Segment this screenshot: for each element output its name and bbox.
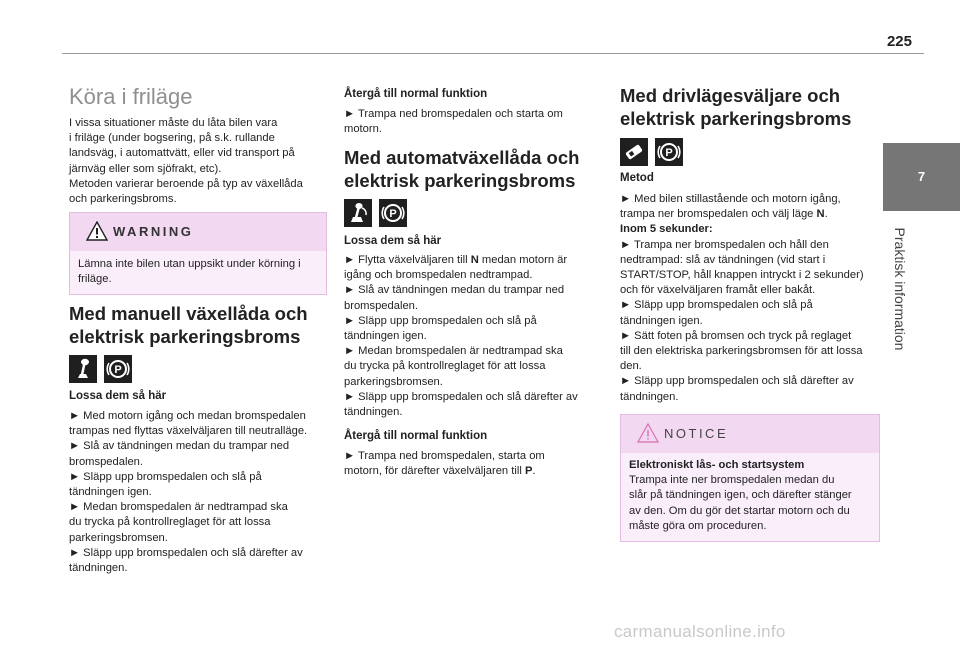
step-line: ► Slå av tändningen medan du trampar ned bbox=[69, 440, 290, 453]
step-line bbox=[620, 253, 880, 268]
step-line bbox=[344, 449, 599, 464]
steps-automatic bbox=[344, 253, 599, 420]
intro-line: landsväg, i automattvätt, eller vid transport på bbox=[69, 147, 295, 160]
step-line bbox=[620, 192, 880, 207]
notice-label: NOTICE bbox=[664, 426, 729, 441]
heading-automatic-gearbox bbox=[344, 146, 579, 192]
step-text: ► Medan bromspedalen är nedtrampad ska bbox=[344, 345, 563, 358]
step-text: igång och bromspedalen nedtrampad. bbox=[344, 269, 533, 282]
step-line bbox=[620, 374, 880, 389]
step-text: trampa ner bromspedalen och välj läge bbox=[620, 208, 817, 221]
step-line bbox=[344, 375, 599, 390]
subheading-return: Återgå till normal funktion bbox=[344, 88, 488, 100]
heading-line: elektrisk parkeringsbroms bbox=[69, 326, 301, 347]
notice-title: Elektroniskt lås- och startsystem bbox=[629, 459, 805, 471]
heading-line: elektrisk parkeringsbroms bbox=[620, 108, 852, 129]
step-text: ► Med bilen stillastående och motorn igång, bbox=[620, 193, 841, 205]
step-line bbox=[620, 238, 880, 253]
page-number: 225 bbox=[886, 33, 912, 50]
step-line bbox=[344, 390, 599, 405]
step-line bbox=[344, 268, 599, 283]
step-line bbox=[620, 207, 880, 222]
section-tab bbox=[883, 143, 960, 211]
top-rule bbox=[62, 53, 924, 54]
electric-parking-brake-icon bbox=[104, 355, 132, 383]
manual-gear-lever-icon bbox=[69, 355, 97, 383]
notice-line: måste göra om proceduren. bbox=[629, 519, 767, 532]
step-emphasis: Inom 5 sekunder: bbox=[620, 223, 713, 236]
step-text: ► Släpp upp bromspedalen och slå därefter av bbox=[344, 390, 578, 403]
subheading-return: Återgå till normal funktion bbox=[344, 430, 488, 442]
heading-manual-gearbox bbox=[69, 302, 308, 348]
step-text: ► Trampa ned bromspedalen, starta om bbox=[344, 450, 545, 462]
step-text: du trycka på kontrollreglaget för att lossa bbox=[344, 360, 546, 373]
notice-header bbox=[621, 415, 879, 453]
step-line bbox=[620, 314, 880, 329]
svg-text:P: P bbox=[665, 147, 673, 159]
section-heading-neutral: Köra i friläge bbox=[69, 84, 193, 109]
step-text: ► Flytta växelväljaren till bbox=[344, 254, 471, 266]
warning-line: Lämna inte bilen utan uppsikt under körning i bbox=[78, 258, 301, 270]
intro-line: järnväg eller som sjöfrakt, etc). bbox=[69, 162, 222, 175]
step-text: START/STOP, håll knappen intryckt i 2 sekunder) bbox=[620, 269, 864, 282]
step-text: tändningen igen. bbox=[620, 314, 703, 327]
step-text: ► Trampa ner bromspedalen och håll den bbox=[620, 238, 829, 251]
step-text: . bbox=[824, 208, 828, 221]
heading-line: Med automatväxellåda och bbox=[344, 147, 580, 168]
subheading-release: Lossa dem så här bbox=[69, 390, 167, 402]
notice-icon bbox=[637, 423, 659, 443]
step-line bbox=[620, 298, 880, 313]
step-text: motorn, för därefter växelväljaren till bbox=[344, 465, 525, 478]
section-side-label bbox=[889, 212, 911, 372]
warning-label: WARNING bbox=[113, 224, 194, 239]
automatic-gear-lever-icon bbox=[344, 199, 372, 227]
step-line: ► Med motorn igång och medan bromspedalen bbox=[69, 410, 306, 422]
step-text: medan motorn är bbox=[478, 254, 568, 266]
subheading-method: Metod bbox=[620, 172, 654, 184]
electric-parking-brake-icon bbox=[655, 138, 683, 166]
step-text: nedtrampad: slå av tändningen (vid start i bbox=[620, 253, 826, 266]
step-line bbox=[344, 464, 599, 479]
step-line bbox=[344, 344, 599, 359]
step-line: du trycka på kontrollreglaget för att lossa bbox=[69, 516, 271, 529]
svg-text:P: P bbox=[114, 364, 122, 376]
step-line: motorn. bbox=[344, 123, 382, 136]
warning-box bbox=[69, 212, 327, 295]
step-text: och för växelväljaren framåt eller bakåt. bbox=[620, 284, 816, 297]
step-line: ► Släpp upp bromspedalen och slå på bbox=[69, 470, 262, 483]
step-text: parkeringsbromsen. bbox=[344, 375, 443, 388]
heading-line: Med manuell växellåda och bbox=[69, 303, 308, 324]
step-text: ► Släpp upp bromspedalen och slå på bbox=[344, 314, 537, 327]
warning-body bbox=[70, 251, 326, 294]
step-line bbox=[620, 268, 880, 283]
heading-line: elektrisk parkeringsbroms bbox=[344, 170, 576, 191]
step-text: den. bbox=[620, 360, 642, 373]
step-line: parkeringsbromsen. bbox=[69, 531, 168, 544]
return-steps bbox=[344, 107, 599, 137]
notice-line: Trampa inte ner bromspedalen medan du bbox=[629, 474, 835, 487]
step-line bbox=[620, 283, 880, 298]
step-text: bromspedalen. bbox=[344, 299, 419, 312]
intro-paragraph bbox=[69, 116, 327, 207]
step-line bbox=[344, 283, 599, 298]
watermark: carmanualsonline.info bbox=[614, 622, 786, 641]
notice-body bbox=[621, 453, 879, 541]
step-line bbox=[344, 329, 599, 344]
intro-line: I vissa situationer måste du låta bilen vara bbox=[69, 117, 278, 129]
step-text: tändningen. bbox=[620, 390, 679, 403]
intro-line: Metoden varierar beroende på typ av växellåda bbox=[69, 177, 303, 190]
notice-line: slår på tändningen igen, och därefter stänger bbox=[629, 489, 852, 502]
step-text: ► Sätt foten på bromsen och tryck på reglaget bbox=[620, 329, 852, 342]
step-text: tändningen igen. bbox=[344, 330, 427, 343]
drive-mode-selector-icon bbox=[620, 138, 648, 166]
step-line bbox=[620, 222, 880, 237]
step-line bbox=[344, 253, 599, 268]
svg-text:P: P bbox=[389, 208, 397, 220]
step-line bbox=[344, 299, 599, 314]
step-text: ► Slå av tändningen medan du trampar ned bbox=[344, 284, 565, 297]
notice-box bbox=[620, 414, 880, 542]
step-text: till den elektriska parkeringsbromsen för att lossa bbox=[620, 345, 863, 358]
step-line bbox=[620, 390, 880, 405]
step-line bbox=[344, 405, 599, 420]
step-line: bromspedalen. bbox=[69, 455, 144, 468]
steps-manual bbox=[69, 409, 327, 576]
heading-drive-mode-selector bbox=[620, 84, 851, 130]
step-line bbox=[620, 329, 880, 344]
step-line bbox=[344, 359, 599, 374]
intro-line: i friläge (under bogsering, på s.k. rullande bbox=[69, 132, 275, 145]
warning-icon bbox=[86, 221, 108, 241]
subheading-release: Lossa dem så här bbox=[344, 235, 442, 247]
step-text: ► Släpp upp bromspedalen och slå därefter av bbox=[620, 375, 854, 388]
step-line: tändningen. bbox=[69, 562, 128, 575]
step-text: . bbox=[532, 465, 536, 478]
step-line: ► Medan bromspedalen är nedtrampad ska bbox=[69, 501, 288, 514]
step-text: ► Släpp upp bromspedalen och slå på bbox=[620, 299, 813, 312]
step-line: trampas ned flyttas växelväljaren till neutralläge. bbox=[69, 425, 308, 438]
step-line bbox=[620, 359, 880, 374]
notice-line: av den. Om du gör det startar motorn och du bbox=[629, 504, 850, 517]
step-line: ► Släpp upp bromspedalen och slå därefter av bbox=[69, 546, 303, 559]
intro-line: och parkeringsbroms. bbox=[69, 193, 177, 206]
warning-line: friläge. bbox=[78, 273, 112, 286]
step-emphasis: N bbox=[816, 208, 825, 221]
section-title: Praktisk information bbox=[892, 227, 908, 351]
step-emphasis: P bbox=[524, 465, 533, 478]
step-line: ► Trampa ned bromspedalen och starta om bbox=[344, 108, 563, 120]
section-number: 7 bbox=[917, 169, 926, 184]
electric-parking-brake-icon bbox=[379, 199, 407, 227]
return-steps-2 bbox=[344, 449, 599, 479]
step-text: tändningen. bbox=[344, 406, 403, 419]
warning-header bbox=[70, 213, 326, 251]
step-line: tändningen igen. bbox=[69, 486, 152, 499]
steps-drive-mode bbox=[620, 192, 880, 405]
heading-line: Med drivlägesväljare och bbox=[620, 85, 841, 106]
step-emphasis: N bbox=[470, 254, 479, 266]
step-line bbox=[344, 314, 599, 329]
step-line bbox=[620, 344, 880, 359]
